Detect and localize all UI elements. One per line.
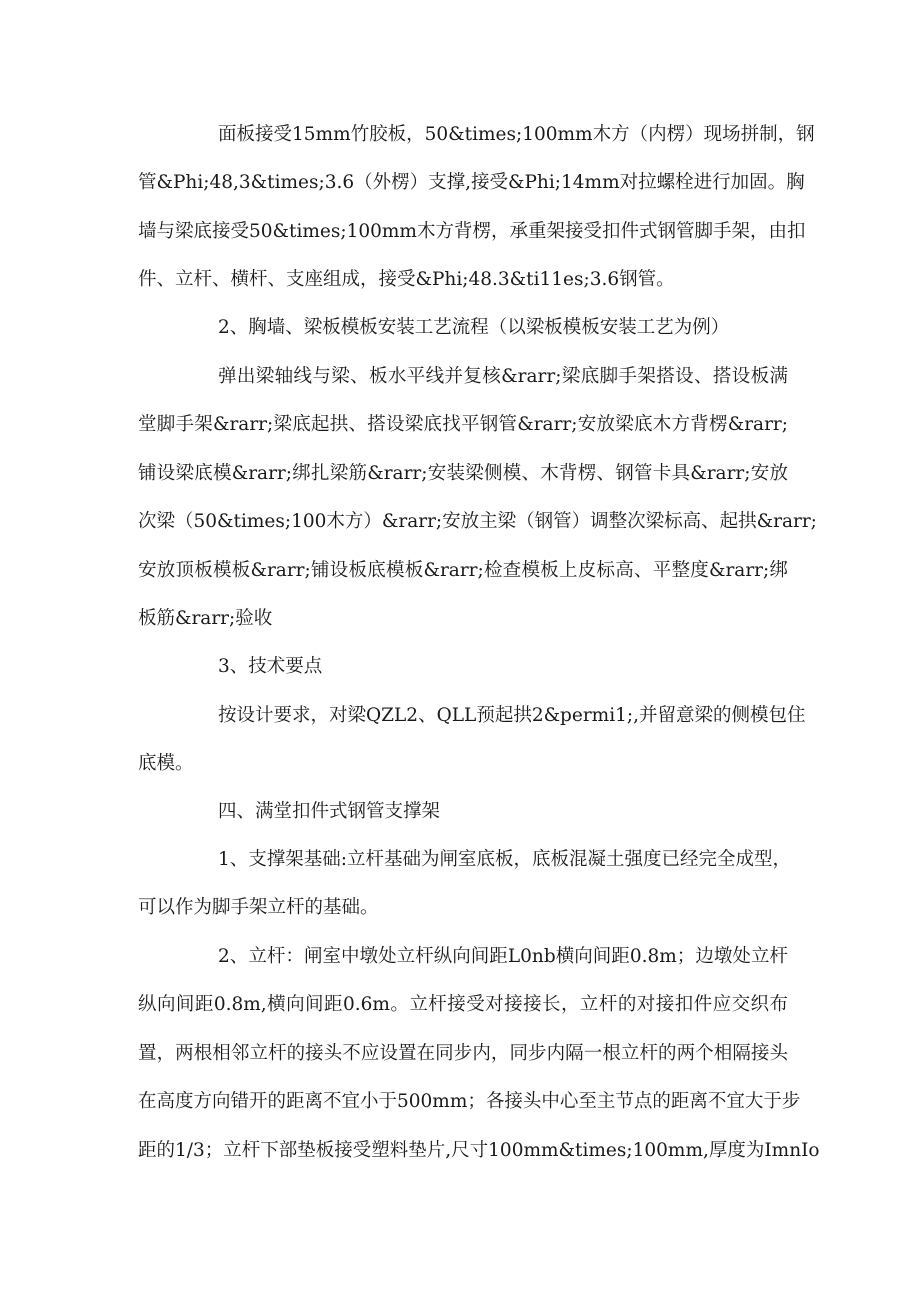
text-line: 面板接受15mm竹胶板，50&times;100mm木方（内楞）现场拼制，钢 bbox=[218, 124, 815, 145]
text-line: 堂脚手架&rarr;梁底起拱、搭设梁底找平钢管&rarr;安放梁底木方背楞&rarr; bbox=[138, 414, 788, 436]
text-line: 在高度方向错开的距离不宜小于500mm；各接头中心至主节点的距离不宜大于步 bbox=[138, 1091, 801, 1113]
text-line: 按设计要求，对梁QZL2、QLL预起拱2&permi1;,并留意梁的侧模包住 bbox=[218, 705, 806, 726]
text-line: 底模。 bbox=[138, 753, 194, 775]
text-line: 置，两根相邻立杆的接头不应设置在同步内，同步内隔一根立杆的两个相隔接头 bbox=[138, 1042, 788, 1064]
paragraph-formwork-materials bbox=[138, 111, 815, 305]
text-line: 安放顶板模板&rarr;铺设板底模板&rarr;检查模板上皮标高、平整度&rarr;绑 bbox=[138, 559, 788, 581]
text-line: 1、支撑架基础:立杆基础为闸室底板，底板混凝土强度已经完全成型， bbox=[218, 849, 792, 870]
section-heading bbox=[138, 643, 788, 691]
text-line: 管&Phi;48,3&times;3.6（外楞）支撑,接受&Phi;14mm对拉螺栓进行加固。胸 bbox=[138, 172, 805, 194]
text-line: 可以作为脚手架立杆的基础。 bbox=[138, 897, 379, 919]
section-heading bbox=[138, 304, 788, 352]
paragraph-process-flow bbox=[138, 353, 817, 643]
text-line: 板筋&rarr;验收 bbox=[138, 608, 273, 630]
paragraph-support-foundation bbox=[138, 836, 792, 933]
text-line: 次梁（50&times;100木方）&rarr;安放主梁（钢管）调整次梁标高、起拱&rarr; bbox=[138, 511, 817, 533]
text-line: 距的1/3；立杆下部垫板接受塑料垫片,尺寸100mm&times;100mm,厚度为ImnIo bbox=[138, 1139, 820, 1161]
section-heading bbox=[138, 788, 788, 836]
text-line: 2、胸墙、梁板模板安装工艺流程（以梁板模板安装工艺为例） bbox=[218, 317, 730, 338]
text-line: 铺设梁底模&rarr;绑扎梁筋&rarr;安装梁侧模、木背楞、钢管卡具&rarr;安放 bbox=[138, 462, 788, 484]
text-line: 墙与梁底接受50&times;100mm木方背楞，承重架接受扣件式钢管脚手架，由扣 bbox=[138, 220, 806, 242]
text-line: 件、立杆、横杆、支座组成，接受&Phi;48.3&ti11es;3.6钢管。 bbox=[138, 269, 675, 291]
paragraph-technical-points bbox=[138, 692, 806, 789]
text-line: 弹出梁轴线与梁、板水平线并复核&rarr;梁底脚手架搭设、搭设板满 bbox=[218, 366, 788, 387]
text-line: 纵向间距0.8m,横向间距0.6m。立杆接受对接接长，立杆的对接扣件应交织布 bbox=[138, 994, 788, 1016]
text-line: 2、立杆：闸室中墩处立杆纵向间距L0nb横向间距0.8m；边墩处立杆 bbox=[218, 946, 788, 967]
text-line: 3、技术要点 bbox=[218, 656, 323, 677]
paragraph-uprights bbox=[138, 933, 820, 1175]
text-line: 四、满堂扣件式钢管支撑架 bbox=[218, 801, 441, 822]
